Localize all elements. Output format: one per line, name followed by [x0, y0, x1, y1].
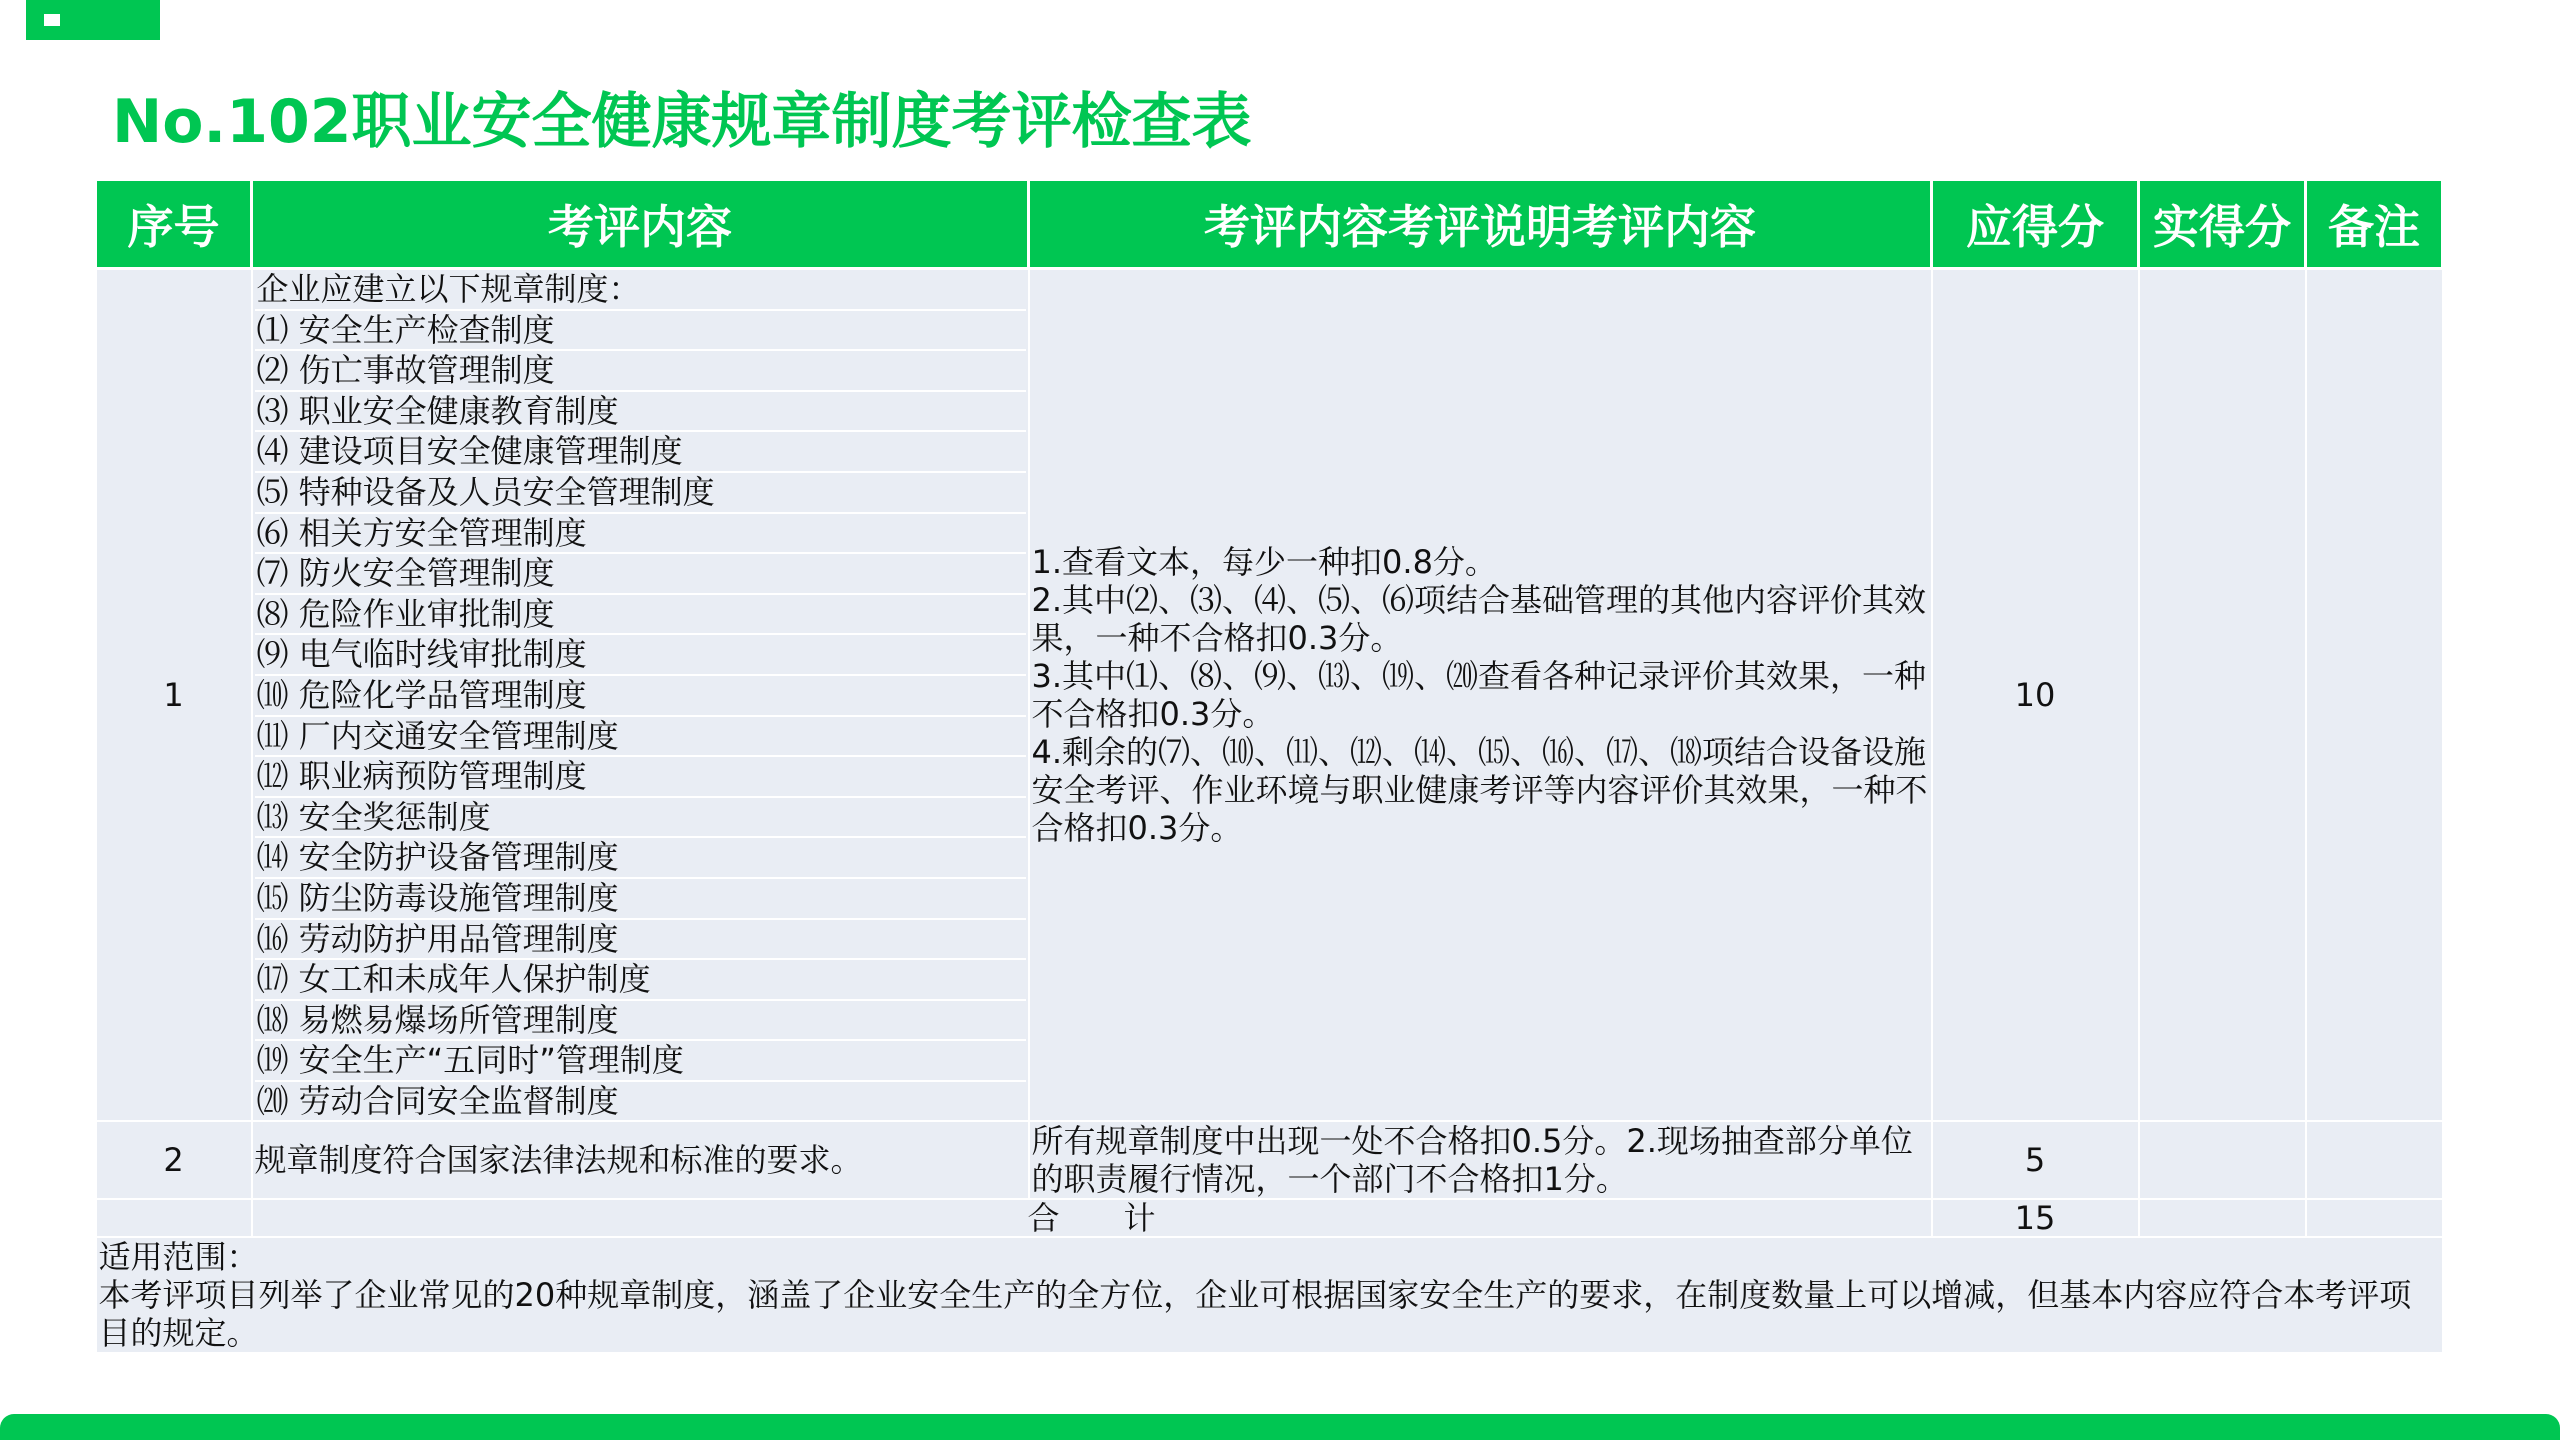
row1-no: 1	[96, 269, 252, 1122]
header-actual-score: 实得分	[2139, 180, 2306, 269]
header-note: 备注	[2306, 180, 2443, 269]
content-item: ⒅ 易燃易爆场所管理制度	[255, 1001, 1026, 1042]
bottom-bar	[0, 1414, 2560, 1440]
content-item: ⑽ 危险化学品管理制度	[255, 676, 1026, 717]
content-item: ⒇ 劳动合同安全监督制度	[256, 1081, 619, 1120]
content-item: ⑺ 防火安全管理制度	[255, 554, 1026, 595]
table-row	[96, 1121, 2443, 1199]
row1-explanation	[1029, 269, 1932, 1122]
content-item: ⑹ 相关方安全管理制度	[255, 514, 1026, 555]
row2-content: 规章制度符合国家法律法规和标准的要求。	[252, 1121, 1029, 1199]
content-item: ⑾ 厂内交通安全管理制度	[255, 717, 1026, 758]
content-item: ⑼ 电气临时线审批制度	[255, 635, 1026, 676]
header-no: 序号	[96, 180, 252, 269]
content-item: ⒆ 安全生产“五同时”管理制度	[255, 1041, 1026, 1082]
explanation-line: 1.查看文本，每少一种扣0.8分。	[1031, 543, 1497, 582]
page-title: No.102职业安全健康规章制度考评检查表	[112, 87, 1252, 157]
content-item: ⒄ 女工和未成年人保护制度	[255, 960, 1026, 1001]
row1-score: 10	[1932, 269, 2139, 1122]
row2-score: 5	[1932, 1121, 2139, 1199]
row2-explanation: 所有规章制度中出现一处不合格扣0.5分。2.现场抽查部分单位的职责履行情况，一个部门不合格扣1分。	[1029, 1121, 1932, 1199]
header-score: 应得分	[1932, 180, 2139, 269]
row2-note[interactable]	[2306, 1121, 2443, 1199]
row2-actual-score[interactable]	[2139, 1121, 2306, 1199]
content-item: ⑿ 职业病预防管理制度	[255, 757, 1026, 798]
scope-text: 本考评项目列举了企业常见的20种规章制度，涵盖了企业安全生产的全方位，企业可根据国家安全生产的要求，在制度数量上可以增减，但基本内容应符合本考评项目的规定。	[98, 1276, 2412, 1353]
header-content: 考评内容	[252, 180, 1029, 269]
content-item: ⑻ 危险作业审批制度	[255, 595, 1026, 636]
header-explanation: 考评内容考评说明考评内容	[1029, 180, 1932, 269]
scope-cell	[96, 1237, 2443, 1353]
row1-note[interactable]	[2306, 269, 2443, 1122]
content-item: ⒀ 安全奖惩制度	[255, 798, 1026, 839]
total-label	[252, 1199, 1932, 1237]
table-header-row	[96, 180, 2443, 269]
table-row	[96, 269, 2443, 1122]
content-item: ⒂ 防尘防毒设施管理制度	[255, 879, 1026, 920]
total-note[interactable]	[2306, 1199, 2443, 1237]
content-item: ⒃ 劳动防护用品管理制度	[255, 920, 1026, 961]
total-row	[96, 1199, 2443, 1237]
content-item: ⑵ 伤亡事故管理制度	[255, 351, 1026, 392]
content-intro: 企业应建立以下规章制度：	[255, 270, 1026, 311]
content-item: ⒁ 安全防护设备管理制度	[255, 838, 1026, 879]
explanation-line: 3.其中⑴、⑻、⑼、⒀、⒆、⒇查看各种记录评价其效果，一种不合格扣0.3分。	[1031, 657, 1927, 734]
explanation-line: 2.其中⑵、⑶、⑷、⑸、⑹项结合基础管理的其他内容评价其效果，一种不合格扣0.3分。	[1031, 581, 1927, 658]
corner-tab	[26, 0, 160, 40]
total-actual-score[interactable]	[2139, 1199, 2306, 1237]
content-item: ⑸ 特种设备及人员安全管理制度	[255, 473, 1026, 514]
square-icon	[44, 14, 60, 26]
row1-actual-score[interactable]	[2139, 269, 2306, 1122]
row2-no: 2	[96, 1121, 252, 1199]
content-item: ⑴ 安全生产检查制度	[255, 311, 1026, 352]
total-score: 15	[1932, 1199, 2139, 1237]
scope-label: 适用范围：	[98, 1238, 259, 1277]
evaluation-table	[94, 178, 2444, 1354]
content-item: ⑷ 建设项目安全健康管理制度	[255, 432, 1026, 473]
scope-row	[96, 1237, 2443, 1353]
content-item: ⑶ 职业安全健康教育制度	[255, 392, 1026, 433]
total-label-text: 合 计	[1027, 1199, 1156, 1238]
total-empty	[96, 1199, 252, 1237]
explanation-line: 4.剩余的⑺、⑽、⑾、⑿、⒁、⒂、⒃、⒄、⒅项结合设备设施安全考评、作业环境与职业健康考评等内容评价其效果，一种不合格扣0.3分。	[1031, 733, 1928, 848]
row1-content	[252, 269, 1029, 1122]
